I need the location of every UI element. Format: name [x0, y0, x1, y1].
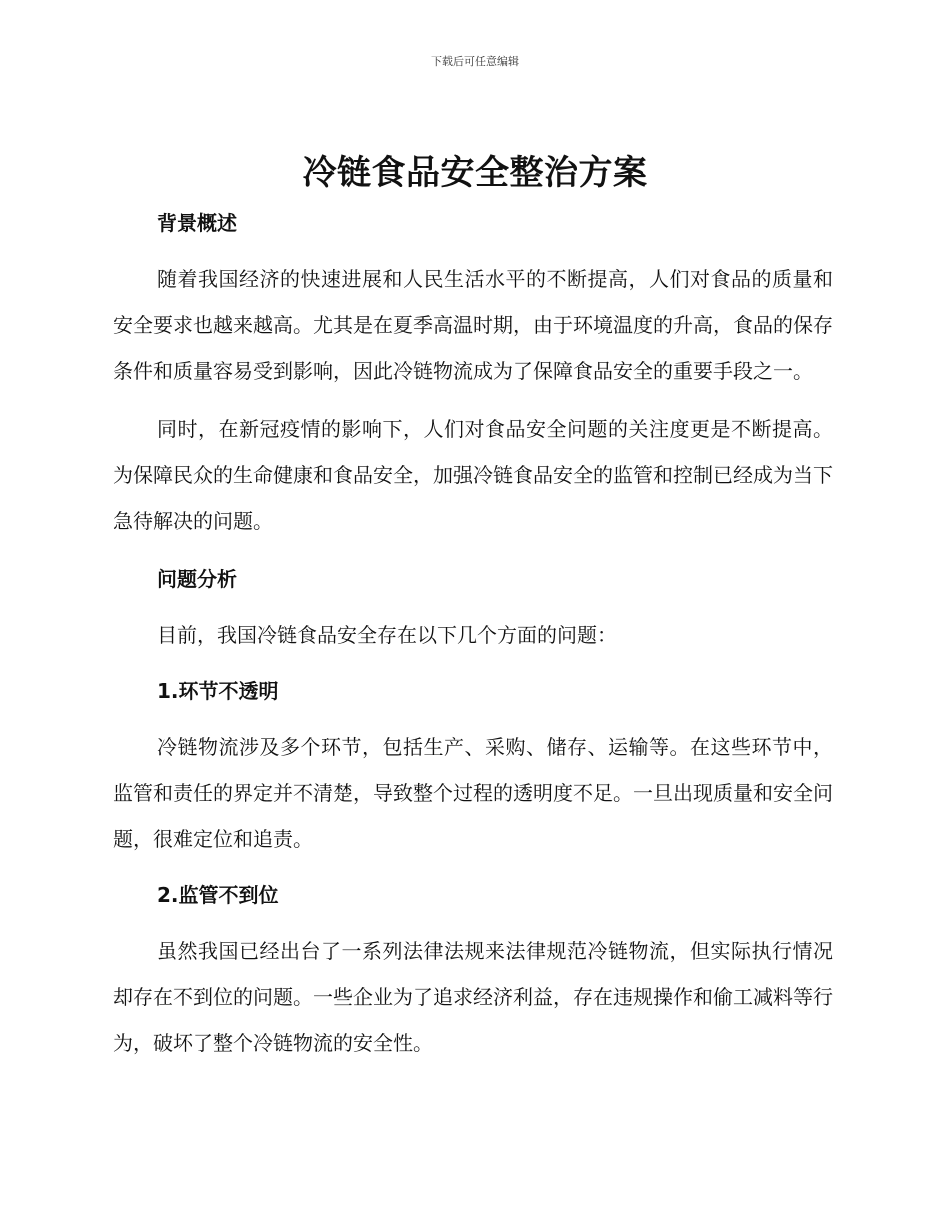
subsection-heading-2: 2.监管不到位 — [157, 883, 279, 907]
document-body — [113, 200, 833, 1066]
subsection-heading-1: 1.环节不透明 — [157, 679, 279, 703]
section-heading-background: 背景概述 — [157, 211, 237, 235]
spacer — [113, 394, 833, 406]
spacer — [113, 658, 833, 668]
spacer — [113, 918, 833, 928]
spacer — [113, 246, 833, 256]
spacer — [113, 602, 833, 612]
document-title: 冷链食品安全整治方案 — [302, 153, 648, 193]
section-heading-analysis: 问题分析 — [157, 567, 237, 591]
paragraph-background-2: 同时，在新冠疫情的影响下，人们对食品安全问题的关注度更是不断提高。为保障民众的生命健康和食品安全，加强冷链食品安全的监管和控制已经成为当下急待解决的问题。 — [113, 417, 833, 533]
spacer — [113, 862, 833, 872]
spacer — [113, 714, 833, 724]
spacer — [113, 544, 833, 556]
page-header-note: 下载后可任意编辑 — [431, 55, 519, 68]
paragraph-background-1: 随着我国经济的快速进展和人民生活水平的不断提高，人们对食品的质量和安全要求也越来越高。尤其是在夏季高温时期，由于环境温度的升高，食品的保存条件和质量容易受到影响，因此冷链物流成为了保障食品安全的重要手段之一。 — [113, 267, 833, 383]
paragraph-analysis-intro: 目前，我国冷链食品安全存在以下几个方面的问题： — [157, 623, 617, 647]
paragraph-item-1: 冷链物流涉及多个环节，包括生产、采购、储存、运输等。在这些环节中，监管和责任的界定并不清楚，导致整个过程的透明度不足。一旦出现质量和安全问题，很难定位和追责。 — [113, 735, 833, 851]
paragraph-item-2: 虽然我国已经出台了一系列法律法规来法律规范冷链物流，但实际执行情况却存在不到位的问题。一些企业为了追求经济利益，存在违规操作和偷工减料等行为，破坏了整个冷链物流的安全性。 — [113, 939, 833, 1055]
